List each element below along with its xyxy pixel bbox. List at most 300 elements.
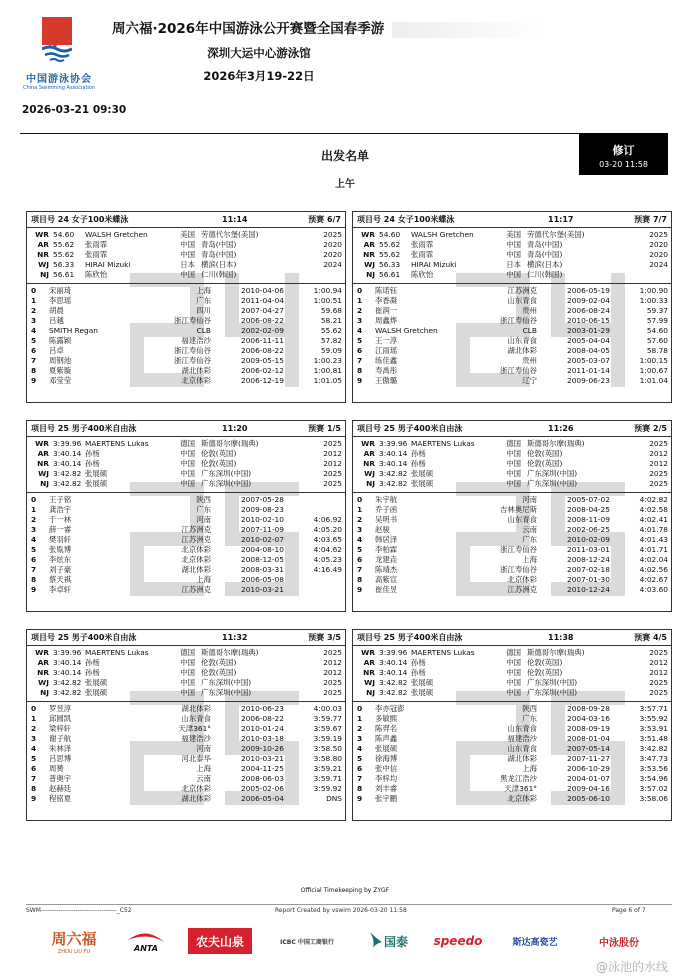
record-holder: 孙杨: [411, 658, 426, 667]
record-holder: 张展硕: [411, 678, 434, 687]
entry-time: 1:00.67: [639, 366, 668, 375]
record-country: 中国: [506, 459, 521, 468]
team: 北京体彩: [507, 575, 537, 584]
record-country: 日本: [506, 260, 521, 269]
team: 四川: [196, 306, 211, 315]
record-time: 55.62: [53, 250, 75, 259]
record-time: 3:40.14: [53, 668, 82, 677]
record-place: 劳德代尔堡(美国): [527, 230, 585, 239]
record-year: 2025: [649, 469, 668, 478]
record-year: 2025: [649, 230, 668, 239]
team: 上海: [522, 555, 537, 564]
birth-date: 2006-02-12: [241, 366, 284, 375]
birth-date: 2004-03-16: [567, 714, 610, 723]
record-place: 伦敦(英国): [527, 658, 563, 667]
team: 江苏洲克: [181, 585, 211, 594]
record-country: 中国: [180, 668, 195, 677]
entry-row: [27, 764, 345, 774]
birth-date: 2010-04-06: [241, 286, 284, 295]
birth-date: 2008-06-03: [241, 774, 284, 783]
entry-row: [353, 784, 671, 794]
record-code: WJ: [38, 260, 49, 269]
record-time: 54.60: [53, 230, 75, 239]
record-year: 2025: [649, 648, 668, 657]
lane-number: 5: [31, 545, 37, 554]
entry-row: [353, 565, 671, 575]
entry-time: 3:59.21: [313, 764, 342, 773]
swimmer-name: 蔡天祺: [49, 575, 72, 584]
heat-time: 11:26: [548, 424, 574, 433]
entry-row: [27, 316, 345, 326]
team: 福建浩沙: [181, 336, 211, 345]
birth-date: 2010-03-18: [241, 734, 284, 743]
sponsor-anta: [124, 925, 168, 957]
record-time: 3:42.82: [379, 678, 408, 687]
record-country: 美国: [506, 230, 521, 239]
record-country: 德国: [180, 648, 195, 657]
anta-logo-icon: [126, 930, 166, 944]
birth-date: 2007-02-18: [567, 565, 610, 574]
lane-number: 7: [31, 356, 37, 365]
record-place: 横滨(日本): [527, 260, 563, 269]
record-code: AR: [363, 658, 375, 667]
record-row: [353, 439, 671, 449]
record-year: 2012: [649, 449, 668, 458]
record-row: [353, 658, 671, 668]
record-place: 仁川(韩国): [527, 270, 563, 279]
swimmer-name: 朱宇航: [375, 495, 398, 504]
swimmer-name: 吕思博: [49, 754, 72, 763]
record-time: 3:40.14: [379, 658, 408, 667]
swimmer-name: 张展硕: [375, 744, 398, 753]
record-holder: 陈欣怡: [85, 270, 108, 279]
entry-row: [353, 286, 671, 296]
record-place: 广东深圳(中国): [201, 688, 252, 697]
entry-row: [353, 306, 671, 316]
swimmer-name: 邓莹莹: [49, 376, 72, 385]
entry-row: [27, 784, 345, 794]
entry-time: 58.21: [320, 316, 342, 325]
birth-date: 2007-11-09: [241, 525, 284, 534]
record-code: WJ: [38, 469, 49, 478]
record-row: [353, 688, 671, 698]
record-row: [27, 459, 345, 469]
record-year: 2025: [649, 479, 668, 488]
birth-date: 2006-08-22: [241, 346, 284, 355]
record-country: 中国: [506, 479, 521, 488]
record-row: [353, 668, 671, 678]
entry-time: 3:47.73: [639, 754, 668, 763]
entry-time: 1:00.15: [639, 356, 668, 365]
entry-row: [353, 515, 671, 525]
record-year: 2025: [323, 648, 342, 657]
record-holder: MAERTENS Lukas: [411, 648, 475, 657]
record-place: 斯德哥尔摩(瑞典): [201, 648, 259, 657]
entry-time: 58.78: [646, 346, 668, 355]
birth-date: 2006-08-22: [241, 714, 284, 723]
record-time: 3:42.82: [53, 469, 82, 478]
team: 湖北体彩: [181, 366, 211, 375]
lane-number: 7: [357, 565, 363, 574]
record-country: 中国: [180, 469, 195, 478]
record-row: [27, 688, 345, 698]
record-row: [27, 479, 345, 489]
team: 河南: [196, 515, 211, 524]
entry-time: 59.68: [320, 306, 342, 315]
record-code: WR: [35, 439, 49, 448]
record-place: 广东深圳(中国): [527, 469, 578, 478]
entry-row: [353, 774, 671, 784]
record-time: 54.60: [379, 230, 401, 239]
swimmer-name: 周鑫烨: [375, 316, 398, 325]
entry-row: [27, 744, 345, 754]
lane-number: 0: [357, 495, 363, 504]
entry-row: [27, 774, 345, 784]
lane-number: 0: [31, 286, 37, 295]
event-name: 项目号 25 男子400米自由泳: [357, 424, 463, 433]
record-time: 3:40.14: [379, 668, 408, 677]
record-row: [27, 230, 345, 240]
swimmer-name: 李香凝: [375, 296, 398, 305]
entry-time: DNS: [326, 794, 342, 803]
record-place: 伦敦(英国): [201, 668, 237, 677]
record-year: 2020: [323, 250, 342, 259]
revision-time: 03-20 11:58: [599, 160, 648, 169]
entry-row: [353, 366, 671, 376]
entry-row: [353, 356, 671, 366]
record-row: [27, 270, 345, 280]
event-name: 项目号 25 男子400米自由泳: [357, 633, 463, 642]
entry-row: [27, 346, 345, 356]
entry-row: [353, 326, 671, 336]
record-holder: 张展硕: [85, 469, 108, 478]
entry-time: 4:01.43: [639, 535, 668, 544]
sponsor-speedo: speedo: [433, 934, 483, 948]
record-year: 2025: [323, 439, 342, 448]
entry-time: 4:05.20: [313, 525, 342, 534]
record-place: 广东深圳(中国): [201, 469, 252, 478]
record-country: 德国: [506, 648, 521, 657]
lane-number: 5: [31, 336, 37, 345]
record-year: 2020: [649, 240, 668, 249]
competition-title: 周六福·2026年中国游泳公开赛暨全国春季游: [112, 21, 385, 37]
record-code: NR: [363, 250, 375, 259]
entry-time: 4:02.82: [639, 495, 668, 504]
entry-time: 4:06.92: [313, 515, 342, 524]
record-holder: 孙杨: [85, 668, 100, 677]
entry-row: [353, 376, 671, 386]
heat-number: 预赛 4/5: [634, 633, 667, 642]
record-country: 中国: [506, 240, 521, 249]
entry-row: [27, 505, 345, 515]
record-holder: 孙杨: [85, 658, 100, 667]
record-place: 斯德哥尔摩(瑞典): [201, 439, 259, 448]
header-divider: [20, 133, 580, 134]
heat-header: [27, 630, 345, 646]
event-name: 项目号 24 女子100米蝶泳: [31, 215, 129, 224]
swimmer-name: 韩居泽: [375, 535, 398, 544]
birth-date: 2010-06-23: [241, 704, 284, 713]
cathay-logo-icon: [368, 930, 384, 952]
swimmer-name: 徐海博: [375, 754, 398, 763]
record-time: 3:39.96: [379, 439, 408, 448]
record-holder: 张雨霏: [411, 240, 434, 249]
birth-date: 2008-11-09: [567, 515, 610, 524]
swimmer-name: 赵赫廷: [49, 784, 72, 793]
entry-row: [353, 585, 671, 595]
record-holder: 孙杨: [411, 459, 426, 468]
record-row: [353, 230, 671, 240]
team: CLB: [196, 326, 211, 335]
heat-panel: [352, 420, 672, 612]
record-country: 中国: [506, 270, 521, 279]
team: 山东青食: [507, 515, 537, 524]
swimmer-name: 李卓轩: [49, 585, 72, 594]
record-year: 2024: [649, 260, 668, 269]
swimmer-name: 罗昱淳: [49, 704, 72, 713]
swimmer-name: 周钢池: [49, 356, 72, 365]
team: 山东青食: [181, 714, 211, 723]
record-country: 中国: [180, 270, 195, 279]
record-time: 56.33: [379, 260, 401, 269]
record-time: 3:42.82: [379, 479, 408, 488]
records-block: [353, 646, 671, 702]
record-year: 2012: [649, 658, 668, 667]
entry-time: 4:05.23: [313, 555, 342, 564]
heat-time: 11:20: [222, 424, 248, 433]
swimmer-name: 张胤博: [49, 545, 72, 554]
entry-time: 54.60: [646, 326, 668, 335]
entry-row: [27, 286, 345, 296]
record-time: 55.62: [379, 240, 401, 249]
heat-time: 11:32: [222, 633, 248, 642]
record-country: 中国: [180, 678, 195, 687]
record-year: 2012: [323, 459, 342, 468]
record-code: WJ: [364, 678, 375, 687]
birth-date: 2005-04-04: [567, 336, 610, 345]
entry-time: 3:58.06: [639, 794, 668, 803]
record-row: [27, 469, 345, 479]
record-place: 伦敦(英国): [527, 668, 563, 677]
birth-date: 2003-01-29: [567, 326, 610, 335]
record-time: 3:42.82: [379, 688, 408, 697]
record-country: 中国: [506, 678, 521, 687]
swimmer-name: 多敏熙: [375, 714, 398, 723]
report-code: SWM-----------------------------------_C52: [26, 907, 132, 914]
birth-date: 2010-03-21: [241, 754, 284, 763]
lane-number: 3: [357, 316, 363, 325]
entries-block: [27, 493, 345, 595]
record-place: 伦敦(英国): [527, 459, 563, 468]
record-place: 广东深圳(中国): [201, 479, 252, 488]
swimmer-name: WALSH Gretchen: [375, 326, 438, 335]
lane-number: 2: [31, 515, 37, 524]
entry-time: 1:00.33: [639, 296, 668, 305]
birth-date: 2009-08-23: [241, 505, 284, 514]
entry-row: [27, 336, 345, 346]
swimmer-name: 张中信: [375, 764, 398, 773]
records-block: [27, 646, 345, 702]
lane-number: 8: [357, 366, 363, 375]
birth-date: 2006-10-29: [567, 764, 610, 773]
record-code: NR: [37, 459, 49, 468]
record-year: 2025: [323, 479, 342, 488]
sponsor-anta-name: ANTA: [134, 943, 158, 953]
record-code: NJ: [366, 270, 375, 279]
team: 浙江寿仙谷: [174, 346, 211, 355]
record-country: 中国: [180, 250, 195, 259]
record-code: NR: [37, 250, 49, 259]
entry-time: 3:57.71: [639, 704, 668, 713]
record-code: NJ: [40, 270, 49, 279]
entry-time: 3:59.19: [313, 734, 342, 743]
team: 浙江寿仙谷: [500, 366, 537, 375]
record-row: [353, 678, 671, 688]
birth-date: 2008-04-05: [567, 346, 610, 355]
record-place: 伦敦(英国): [201, 449, 237, 458]
swimmer-name: 李梓均: [375, 774, 398, 783]
entry-time: 3:58.50: [313, 744, 342, 753]
team: 福建浩沙: [507, 734, 537, 743]
entry-time: 4:03.65: [313, 535, 342, 544]
record-time: 3:42.82: [53, 479, 82, 488]
birth-date: 2008-01-04: [567, 734, 610, 743]
record-country: 德国: [506, 439, 521, 448]
entry-time: 3:42.82: [639, 744, 668, 753]
birth-date: 2006-08-24: [567, 306, 610, 315]
record-place: 斯德哥尔摩(瑞典): [527, 648, 585, 657]
entry-time: 3:58.80: [313, 754, 342, 763]
entry-time: 3:55.92: [639, 714, 668, 723]
entry-time: 4:04.62: [313, 545, 342, 554]
sponsor-cathay: [362, 925, 414, 957]
heat-time: 11:14: [222, 215, 248, 224]
record-row: [27, 250, 345, 260]
birth-date: 2006-11-11: [241, 336, 284, 345]
swimmer-name: 刘丰睿: [375, 784, 398, 793]
entry-row: [353, 296, 671, 306]
swimmer-name: 龚浩宇: [49, 505, 72, 514]
record-country: 中国: [180, 658, 195, 667]
entry-row: [27, 515, 345, 525]
record-row: [27, 658, 345, 668]
entry-time: 3:53.91: [639, 724, 668, 733]
swimmer-name: 于一林: [49, 515, 72, 524]
record-time: 3:42.82: [53, 688, 82, 697]
record-holder: 孙杨: [85, 459, 100, 468]
swimmer-name: 李思瑶: [49, 296, 72, 305]
record-year: 2025: [323, 469, 342, 478]
lane-number: 8: [31, 575, 37, 584]
entry-time: 4:01.78: [639, 525, 668, 534]
entry-row: [353, 714, 671, 724]
entry-row: [27, 754, 345, 764]
lane-number: 9: [357, 585, 363, 594]
team: CLB: [522, 326, 537, 335]
team: 云南: [196, 774, 211, 783]
records-block: [27, 437, 345, 493]
lane-number: 0: [31, 495, 37, 504]
entry-row: [353, 505, 671, 515]
birth-date: 2011-04-04: [241, 296, 284, 305]
swimmer-name: 高紫宣: [375, 575, 398, 584]
team: 山东青食: [507, 744, 537, 753]
lane-number: 7: [357, 356, 363, 365]
logo-text-cn: 中国游泳协会: [26, 74, 92, 85]
session-label: 上午: [335, 179, 355, 190]
entry-row: [353, 346, 671, 356]
event-name: 项目号 25 男子400米自由泳: [31, 424, 137, 433]
record-country: 德国: [180, 439, 195, 448]
swimmer-name: 吴明书: [375, 515, 398, 524]
record-country: 中国: [180, 459, 195, 468]
swimmer-name: 程铭夏: [49, 794, 72, 803]
record-country: 中国: [180, 479, 195, 488]
record-holder: 张雨霏: [411, 250, 434, 259]
entry-row: [27, 495, 345, 505]
entry-time: 4:01.71: [639, 545, 668, 554]
record-holder: 孙杨: [411, 668, 426, 677]
record-holder: MAERTENS Lukas: [411, 439, 475, 448]
entry-row: [27, 376, 345, 386]
record-time: 3:42.82: [379, 469, 408, 478]
birth-date: 2002-06-25: [567, 525, 610, 534]
record-row: [27, 439, 345, 449]
lane-number: 1: [31, 505, 37, 514]
lane-number: 6: [31, 346, 37, 355]
record-holder: 张展硕: [411, 479, 434, 488]
entry-row: [27, 356, 345, 366]
lane-number: 7: [31, 774, 37, 783]
record-time: 56.33: [53, 260, 75, 269]
team: 河南: [196, 744, 211, 753]
entry-time: 4:02.56: [639, 565, 668, 574]
entry-row: [27, 724, 345, 734]
swimmer-name: 吕越: [49, 316, 64, 325]
birth-date: 2011-03-01: [567, 545, 610, 554]
lane-number: 9: [357, 376, 363, 385]
birth-date: 2008-12-05: [241, 555, 284, 564]
team: 广东: [196, 505, 211, 514]
record-place: 广东深圳(中国): [201, 678, 252, 687]
team: 上海: [196, 575, 211, 584]
entry-time: 4:16.49: [313, 565, 342, 574]
birth-date: 2011-01-14: [567, 366, 610, 375]
swimmer-name: 李柏霖: [375, 545, 398, 554]
entry-row: [27, 714, 345, 724]
record-year: 2025: [649, 678, 668, 687]
lane-number: 9: [31, 585, 37, 594]
entry-row: [27, 794, 345, 804]
team: 湖北体彩: [507, 346, 537, 355]
swimmer-name: 谢子航: [49, 734, 72, 743]
entry-time: 3:59.67: [313, 724, 342, 733]
record-country: 日本: [180, 260, 195, 269]
competition-dates: 2026年3月19-22日: [203, 69, 315, 83]
team: 天津361°: [178, 724, 211, 733]
swimmer-name: 李炫东: [49, 555, 72, 564]
swimmer-name: 龙建垚: [375, 555, 398, 564]
record-country: 中国: [506, 449, 521, 458]
venue: 深圳大运中心游泳馆: [207, 46, 311, 60]
entry-time: 4:02.67: [639, 575, 668, 584]
lane-number: 2: [31, 306, 37, 315]
lane-number: 3: [357, 525, 363, 534]
lane-number: 5: [357, 545, 363, 554]
heat-header: [353, 630, 671, 646]
team: 河南: [522, 495, 537, 504]
birth-date: 2008-03-31: [241, 565, 284, 574]
